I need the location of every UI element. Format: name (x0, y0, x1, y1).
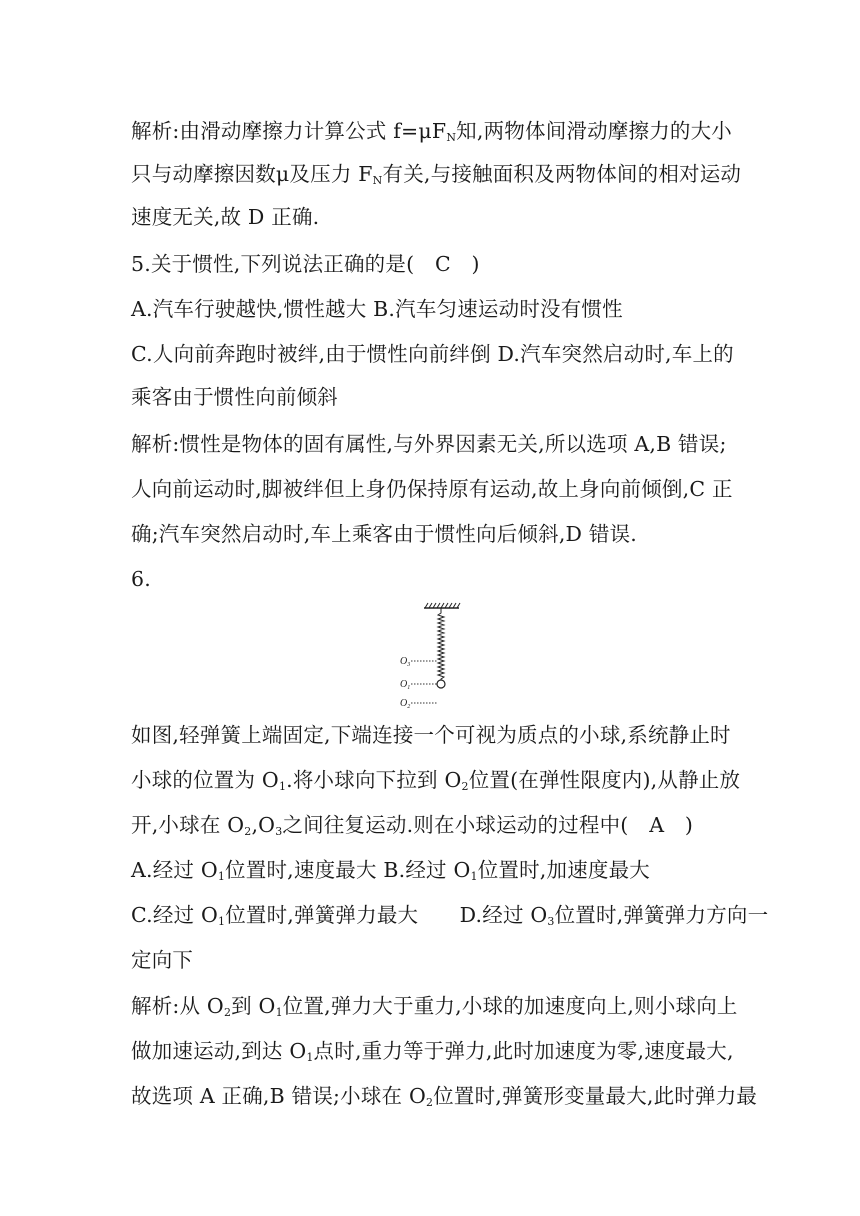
q5-analysis-line-3: 确;汽车突然启动时,车上乘客由于惯性向后倾斜,D 错误. (131, 522, 638, 546)
q5-stem: 5.关于惯性,下列说法正确的是( C ) (131, 252, 480, 276)
q4-analysis-line-2: 只与动摩擦因数μ及压力 $F_N$有关,与接触面积及两物体间的相对运动 (131, 162, 742, 187)
q6-analysis-line-1: 解析:从 $O_2$到 $O_1$位置,弹力大于重力,小球的加速度向上,则小球向上 (131, 994, 738, 1019)
q5-analysis-line-2: 人向前运动时,脚被绊但上身仍保持原有运动,故上身向前倾倒,C 正 (131, 477, 733, 501)
q6-number: 6. (131, 567, 151, 591)
q6-stem-line-3: 开,小球在 $O_2,O_3$之间往复运动.则在小球运动的过程中( A ) (131, 813, 694, 838)
q5-options-line-3: 乘客由于惯性向前倾斜 (131, 385, 338, 409)
q5-options-line-1: A.汽车行驶越快,惯性越大 B.汽车匀速运动时没有惯性 (131, 297, 623, 321)
q5-options-line-2: C.人向前奔跑时被绊,由于惯性向前绊倒 D.汽车突然启动时,车上的 (131, 342, 734, 366)
q4-analysis-line-1: 解析:由滑动摩擦力计算公式 $f=\mu F_N$知,两物体间滑动摩擦力的大小 (131, 119, 732, 144)
q6-options-line-2: C.经过 $O_1$位置时,弹簧弹力最大 D.经过 $O_3$位置时,弹簧弹力方向一 (131, 903, 769, 928)
q5-analysis-line-1: 解析:惯性是物体的固有属性,与外界因素无关,所以选项 A,B 错误; (131, 432, 727, 456)
q6-options-line-3: 定向下 (131, 948, 194, 972)
q6-analysis-line-3: 故选项 A 正确,B 错误;小球在 $O_2$位置时,弹簧形变量最大,此时弹力最 (131, 1084, 758, 1109)
spring-coil (438, 608, 444, 680)
spring-diagram (395, 600, 465, 712)
q6-options-line-1: A.经过 $O_1$位置时,速度最大 B.经过 $O_1$位置时,加速度最大 (131, 858, 651, 883)
q6-stem-line-2: 小球的位置为 $O_1$.将小球向下拉到 $O_2$位置(在弹性限度内),从静止放 (131, 768, 741, 793)
ball (437, 680, 445, 688)
q6-stem-line-1: 如图,轻弹簧上端固定,下端连接一个可视为质点的小球,系统静止时 (131, 723, 731, 747)
q6-analysis-line-2: 做加速运动,到达 $O_1$点时,重力等于弹力,此时加速度为零,速度最大, (131, 1039, 734, 1064)
q4-analysis-line-3: 速度无关,故 D 正确. (131, 205, 320, 229)
label-o2: $O_2$ (400, 698, 411, 710)
label-o1: $O_1$ (400, 679, 411, 691)
label-o3: $O_3$ (400, 656, 411, 668)
spring-figure (395, 600, 465, 712)
